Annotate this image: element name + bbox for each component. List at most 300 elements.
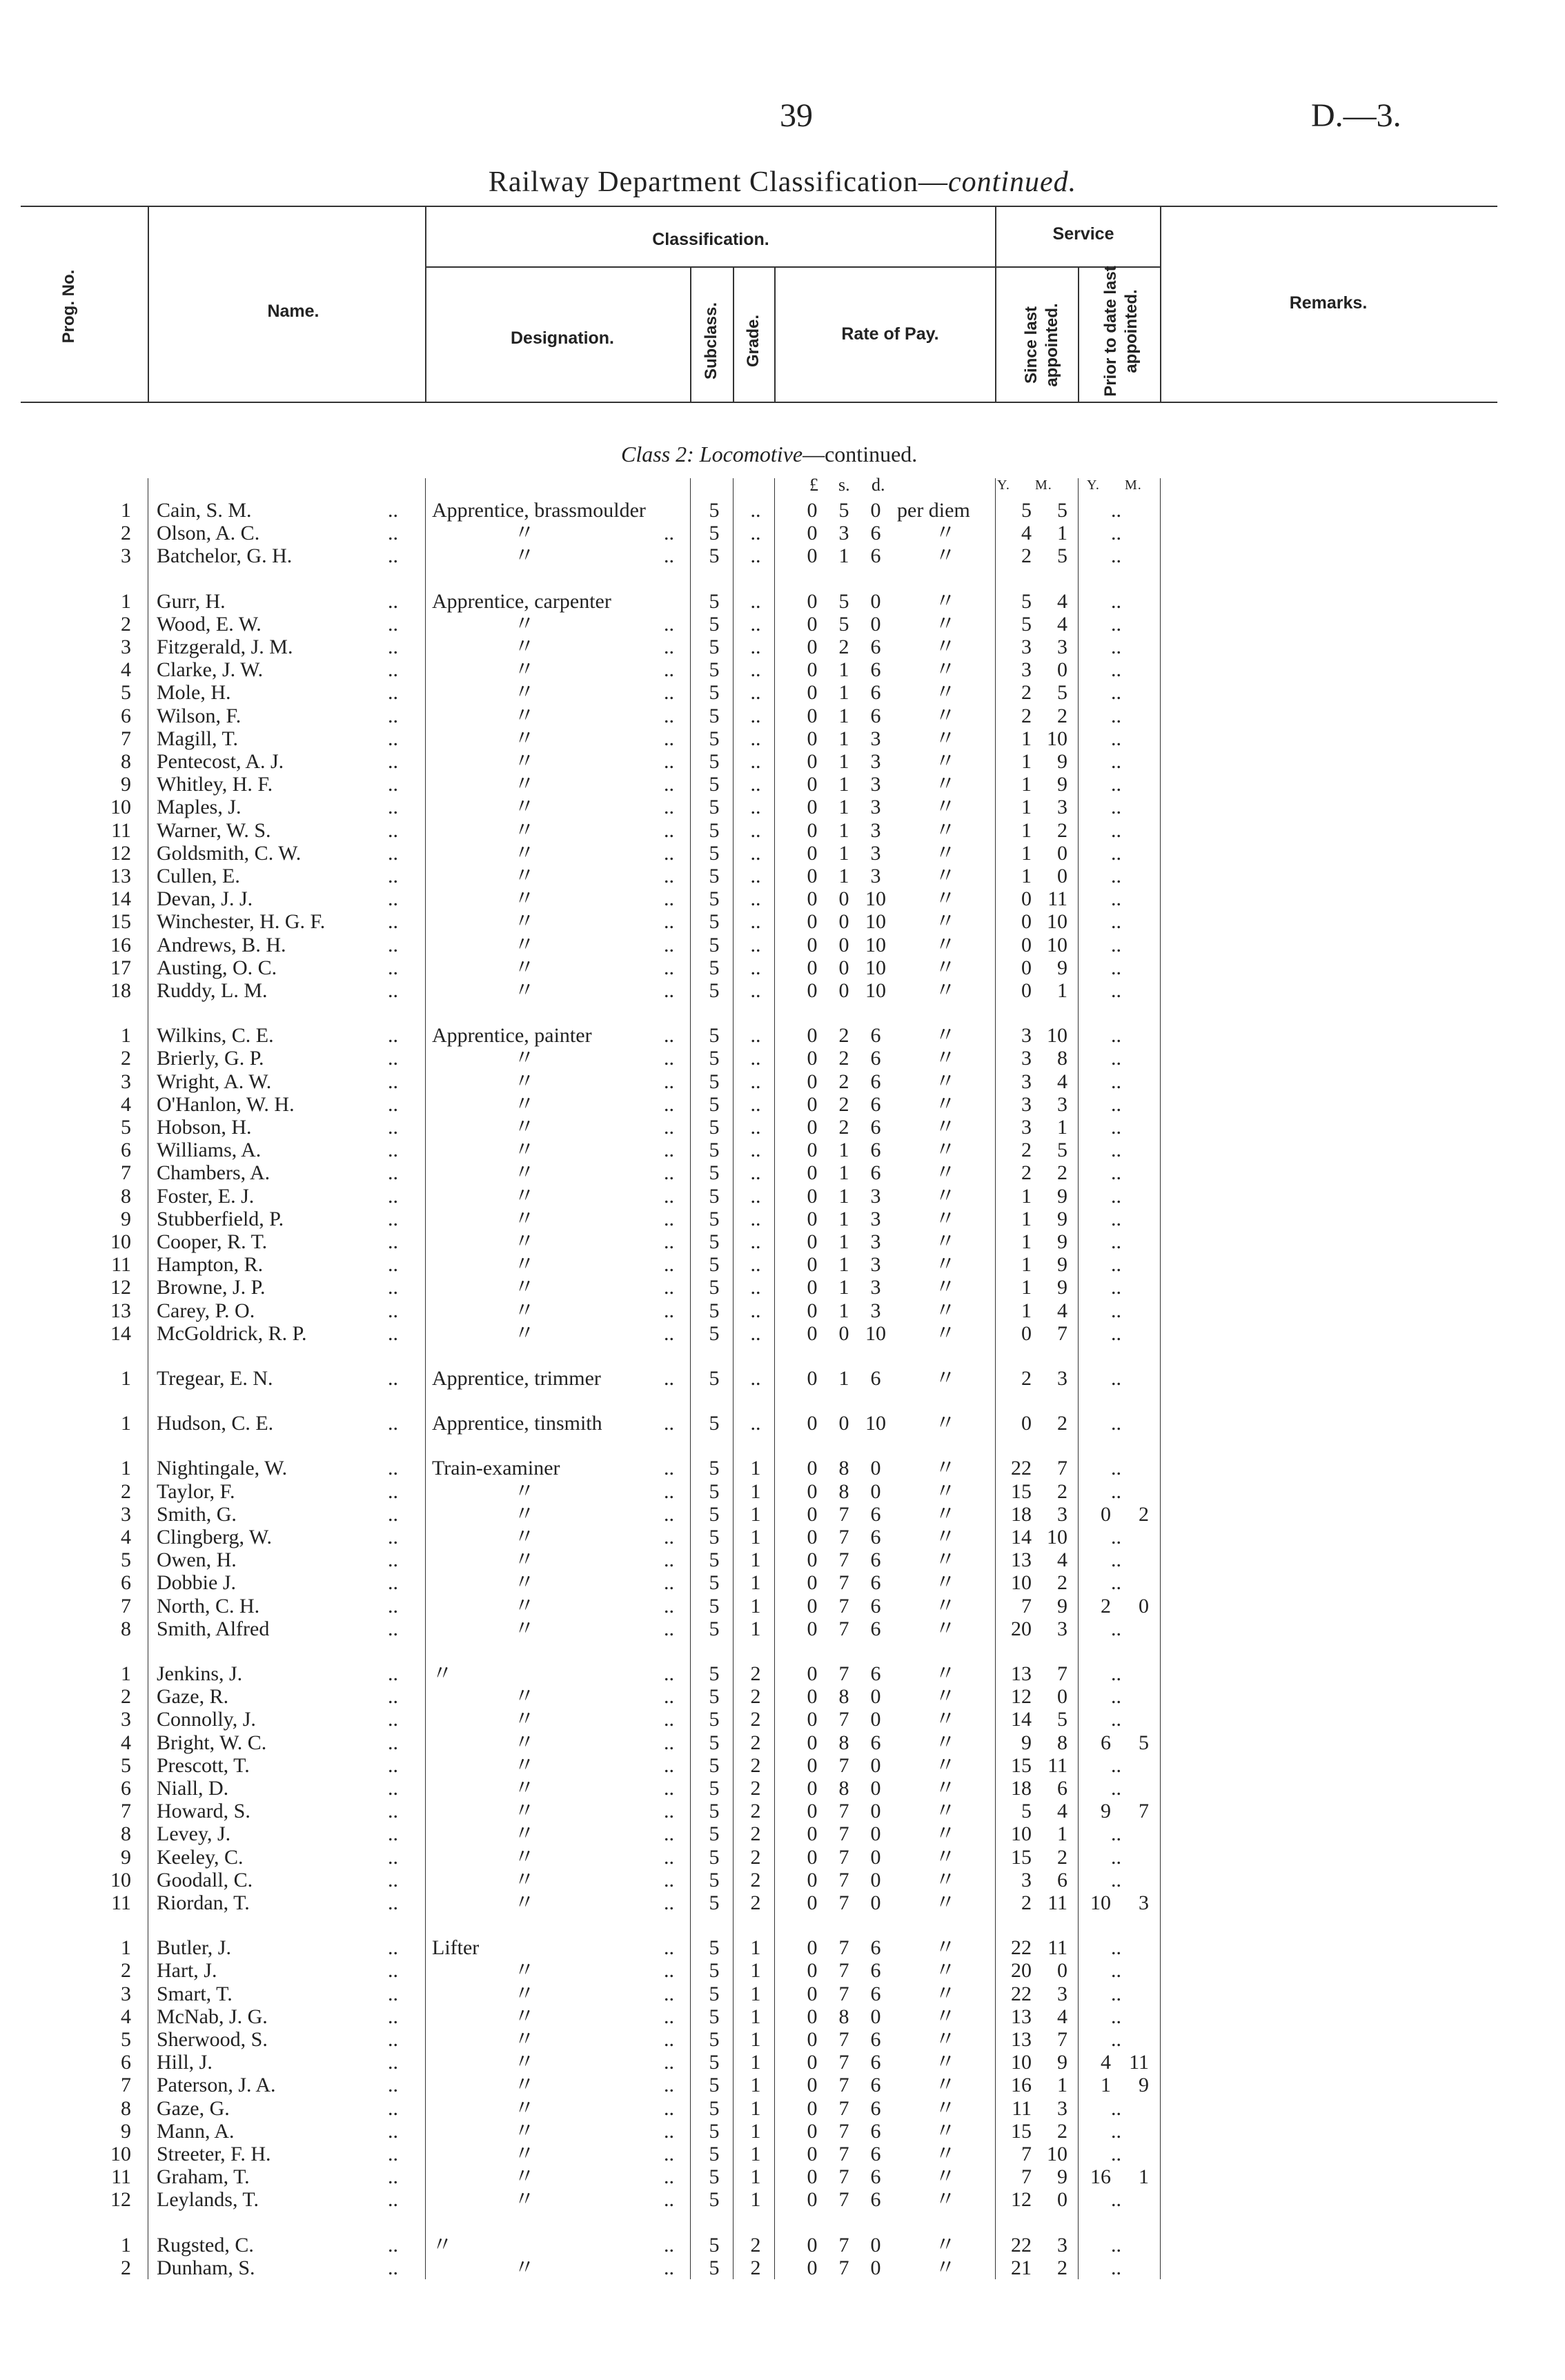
since-years: 9 [1021, 1731, 1032, 1754]
subclass: 5 [709, 544, 720, 568]
rate-pounds: 0 [807, 818, 818, 842]
prog-no: 9 [121, 1845, 131, 1869]
subclass: 5 [709, 2165, 720, 2189]
grade: .. [750, 727, 761, 750]
since-months: 5 [1057, 681, 1067, 705]
since-months: 1 [1057, 1822, 1067, 1846]
header-classification: Classification. [652, 230, 769, 249]
since-months: 3 [1057, 636, 1067, 658]
unit-months-since: M. [1035, 478, 1052, 493]
leader-dots: .. [664, 750, 674, 773]
rate-shillings: 8 [838, 2005, 849, 2028]
subclass: 5 [709, 1982, 720, 2005]
rate-shillings: 7 [838, 1936, 849, 1960]
subclass: 5 [709, 910, 720, 934]
grade: 2 [750, 1731, 761, 1754]
employee-name: Jenkins, J. [157, 1662, 243, 1685]
subclass: 5 [709, 1116, 720, 1139]
prog-no: 1 [121, 1412, 131, 1435]
rate-shillings: 7 [838, 1753, 849, 1777]
rate-unit: 〃 [935, 589, 956, 613]
leader-dots: .. [664, 681, 674, 705]
designation: 〃 [432, 1662, 453, 1685]
rate-unit: 〃 [935, 2005, 956, 2028]
rate-unit: 〃 [935, 704, 956, 727]
rate-pence: 6 [870, 1526, 881, 1548]
rate-shillings: 0 [838, 1321, 849, 1345]
rate-pence: 0 [870, 1800, 881, 1823]
since-years: 2 [1021, 544, 1032, 568]
rate-pounds: 0 [807, 865, 818, 887]
employee-name: Dobbie J. [157, 1571, 236, 1595]
rate-pounds: 0 [807, 522, 818, 545]
subclass: 5 [709, 612, 720, 636]
leader-dots: .. [664, 636, 674, 658]
since-months: 10 [1047, 910, 1067, 934]
employee-name: Hobson, H. [157, 1116, 252, 1139]
rate-pence: 6 [870, 1047, 881, 1070]
rate-shillings: 1 [838, 681, 849, 705]
subclass: 5 [709, 1845, 720, 1869]
leader-dots: .. [388, 1594, 398, 1617]
leader-dots: .. [664, 1708, 674, 1731]
rate-pence: 0 [870, 1822, 881, 1846]
since-months: 9 [1057, 1253, 1067, 1277]
subclass: 5 [709, 865, 720, 887]
ditto-mark: 〃 [514, 1116, 535, 1139]
leader-dots: .. [664, 1367, 674, 1390]
leader-dots: .. [664, 2074, 674, 2097]
leader-dots: .. [388, 1184, 398, 1208]
grade: .. [750, 1047, 761, 1070]
subclass: 5 [709, 1936, 720, 1960]
rate-shillings: 0 [838, 1412, 849, 1435]
rate-pounds: 0 [807, 750, 818, 773]
leader-dots: .. [664, 956, 674, 979]
ditto-mark: 〃 [514, 1161, 535, 1185]
leader-dots: .. [664, 1936, 674, 1960]
leader-dots: .. [388, 522, 398, 545]
prior-dots: .. [1111, 841, 1121, 865]
designation: Apprentice, painter [432, 1024, 592, 1048]
rate-pence: 6 [870, 1594, 881, 1617]
prog-no: 2 [121, 522, 131, 545]
prior-dots: .. [1111, 1845, 1121, 1869]
prior-dots: .. [1111, 1276, 1121, 1299]
rate-pence: 6 [870, 1662, 881, 1685]
leader-dots: .. [388, 750, 398, 773]
since-months: 3 [1057, 1367, 1067, 1390]
rate-shillings: 7 [838, 1868, 849, 1891]
since-years: 5 [1021, 1800, 1032, 1823]
rate-pounds: 0 [807, 1662, 818, 1685]
employee-name: Batchelor, G. H. [157, 544, 293, 568]
subclass: 5 [709, 1070, 720, 1093]
leader-dots: .. [388, 1891, 398, 1914]
subclass: 5 [709, 818, 720, 842]
employee-name: Williams, A. [157, 1139, 262, 1162]
rate-unit: 〃 [935, 544, 956, 568]
prior-dots: .. [1111, 933, 1121, 956]
rate-pounds: 0 [807, 1184, 818, 1208]
rate-shillings: 8 [838, 1479, 849, 1503]
leader-dots: .. [388, 1571, 398, 1595]
prog-no: 7 [121, 1161, 131, 1185]
leader-dots: .. [388, 1367, 398, 1390]
prior-dots: .. [1111, 1822, 1121, 1846]
rate-unit: 〃 [935, 1161, 956, 1185]
rate-unit: 〃 [935, 1800, 956, 1823]
grade: 2 [750, 1685, 761, 1709]
since-months: 4 [1057, 1800, 1067, 1823]
since-months: 10 [1047, 1526, 1067, 1548]
rate-pence: 6 [870, 1139, 881, 1162]
rate-pounds: 0 [807, 1777, 818, 1800]
grade: .. [750, 796, 761, 819]
since-months: 2 [1057, 704, 1067, 727]
rate-pence: 0 [870, 1777, 881, 1800]
grade: .. [750, 933, 761, 956]
ditto-mark: 〃 [514, 1526, 535, 1548]
rate-unit: 〃 [935, 2028, 956, 2051]
employee-name: Prescott, T. [157, 1753, 250, 1777]
rate-pounds: 0 [807, 1161, 818, 1185]
prog-no: 2 [121, 1959, 131, 1983]
rate-unit: 〃 [935, 522, 956, 545]
rate-shillings: 7 [838, 2074, 849, 2097]
unit-years-prior: Y. [1087, 478, 1100, 493]
prior-months: 1 [1139, 2165, 1149, 2189]
prior-dots: .. [1111, 1936, 1121, 1960]
rate-pounds: 0 [807, 2233, 818, 2256]
rate-pence: 3 [870, 727, 881, 750]
leader-dots: .. [388, 544, 398, 568]
page-number: 39 [780, 97, 813, 134]
subclass: 5 [709, 1457, 720, 1480]
rate-pounds: 0 [807, 1116, 818, 1139]
leader-dots: .. [388, 1708, 398, 1731]
prog-no: 8 [121, 750, 131, 773]
employee-name: Austing, O. C. [157, 956, 277, 979]
leader-dots: .. [388, 1685, 398, 1709]
ditto-mark: 〃 [514, 2005, 535, 2028]
rate-unit: 〃 [935, 612, 956, 636]
rate-pence: 6 [870, 681, 881, 705]
employee-name: Owen, H. [157, 1548, 237, 1572]
subclass: 5 [709, 1230, 720, 1253]
rate-pounds: 0 [807, 1845, 818, 1869]
rate-pence: 6 [870, 1367, 881, 1390]
rate-pounds: 0 [807, 1276, 818, 1299]
prog-no: 4 [121, 2005, 131, 2028]
since-years: 16 [1011, 2074, 1032, 2097]
employee-name: Brierly, G. P. [157, 1047, 264, 1070]
subclass: 5 [709, 1207, 720, 1230]
rate-pounds: 0 [807, 1959, 818, 1983]
grade: 2 [750, 1891, 761, 1914]
rate-pounds: 0 [807, 1412, 818, 1435]
rate-unit: 〃 [935, 681, 956, 705]
rate-unit: 〃 [935, 933, 956, 956]
ditto-mark: 〃 [514, 1502, 535, 1526]
grade: 1 [750, 2165, 761, 2189]
prog-no: 15 [110, 910, 131, 934]
prior-dots: .. [1111, 1047, 1121, 1070]
since-months: 8 [1057, 1047, 1067, 1070]
rate-unit: 〃 [935, 887, 956, 911]
rate-pence: 0 [870, 2233, 881, 2256]
since-months: 3 [1057, 1617, 1067, 1640]
prog-no: 18 [110, 979, 131, 1002]
leader-dots: .. [388, 1253, 398, 1277]
leader-dots: .. [664, 2051, 674, 2074]
column-rule [774, 478, 775, 2279]
rate-shillings: 1 [838, 818, 849, 842]
rate-shillings: 7 [838, 2051, 849, 2074]
prior-dots: .. [1111, 1548, 1121, 1572]
since-years: 2 [1021, 704, 1032, 727]
ditto-mark: 〃 [514, 773, 535, 796]
column-rule [995, 478, 996, 2279]
ditto-mark: 〃 [514, 544, 535, 568]
rate-pence: 6 [870, 1502, 881, 1526]
rate-shillings: 8 [838, 1777, 849, 1800]
rate-shillings: 1 [838, 1207, 849, 1230]
rate-pounds: 0 [807, 773, 818, 796]
rate-pence: 3 [870, 773, 881, 796]
rate-pence: 10 [865, 910, 886, 934]
leader-dots: .. [664, 1891, 674, 1914]
since-months: 3 [1057, 2096, 1067, 2120]
rate-pence: 6 [870, 1070, 881, 1093]
employee-name: Cain, S. M. [157, 499, 252, 522]
leader-dots: .. [664, 1092, 674, 1116]
rate-unit: 〃 [935, 1367, 956, 1390]
leader-dots: .. [664, 2233, 674, 2256]
grade: .. [750, 1024, 761, 1048]
subclass: 5 [709, 2188, 720, 2212]
grade: 1 [750, 2005, 761, 2028]
leader-dots: .. [388, 727, 398, 750]
rate-shillings: 1 [838, 796, 849, 819]
grade: .. [750, 589, 761, 613]
subclass: 5 [709, 1502, 720, 1526]
rate-pounds: 0 [807, 1479, 818, 1503]
rate-pence: 0 [870, 589, 881, 613]
subclass: 5 [709, 681, 720, 705]
rate-unit: 〃 [935, 2051, 956, 2074]
since-months: 4 [1057, 612, 1067, 636]
grade: .. [750, 1207, 761, 1230]
prog-no: 2 [121, 612, 131, 636]
rate-pounds: 0 [807, 1868, 818, 1891]
prog-no: 14 [110, 887, 131, 911]
leader-dots: .. [664, 1845, 674, 1869]
prior-dots: .. [1111, 499, 1121, 522]
rate-shillings: 7 [838, 1526, 849, 1548]
subclass: 5 [709, 1571, 720, 1595]
rate-pounds: 0 [807, 1731, 818, 1754]
rate-unit: 〃 [935, 1571, 956, 1595]
grade: .. [750, 1412, 761, 1435]
ditto-mark: 〃 [514, 1777, 535, 1800]
rate-unit: 〃 [935, 1276, 956, 1299]
header-prior-to-date: Prior to date last appointed. [1101, 266, 1141, 397]
employee-name: Sherwood, S. [157, 2028, 268, 2051]
ditto-mark: 〃 [514, 887, 535, 911]
since-years: 22 [1011, 1457, 1032, 1480]
rate-unit: 〃 [935, 956, 956, 979]
leader-dots: .. [664, 1299, 674, 1322]
header-rate-of-pay: Rate of Pay. [841, 324, 939, 344]
since-months: 6 [1057, 1868, 1067, 1891]
grade: .. [750, 841, 761, 865]
grade: .. [750, 979, 761, 1002]
rate-pounds: 0 [807, 2188, 818, 2212]
leader-dots: .. [664, 2188, 674, 2212]
since-years: 1 [1021, 1299, 1032, 1322]
grade: 1 [750, 1594, 761, 1617]
ditto-mark: 〃 [514, 1207, 535, 1230]
ditto-mark: 〃 [514, 1184, 535, 1208]
rate-pence: 10 [865, 1412, 886, 1435]
ditto-mark: 〃 [514, 1479, 535, 1503]
subclass: 5 [709, 2143, 720, 2165]
since-months: 0 [1057, 865, 1067, 887]
ditto-mark: 〃 [514, 2143, 535, 2165]
rate-pounds: 0 [807, 2028, 818, 2051]
rate-pence: 0 [870, 499, 881, 522]
designation: Apprentice, carpenter [432, 589, 611, 613]
subclass: 5 [709, 499, 720, 522]
rate-pounds: 0 [807, 1367, 818, 1390]
rate-shillings: 0 [838, 979, 849, 1002]
designation: Lifter [432, 1936, 480, 1960]
subclass: 5 [709, 796, 720, 819]
employee-name: Butler, J. [157, 1936, 231, 1960]
ditto-mark: 〃 [514, 796, 535, 819]
prior-months: 5 [1139, 1731, 1149, 1754]
rate-shillings: 1 [838, 1253, 849, 1277]
since-months: 0 [1057, 1685, 1067, 1709]
prior-dots: .. [1111, 2005, 1121, 2028]
employee-name: Wright, A. W. [157, 1070, 272, 1093]
leader-dots: .. [664, 1777, 674, 1800]
prog-no: 8 [121, 1184, 131, 1208]
rate-unit: 〃 [935, 1822, 956, 1846]
rate-unit: 〃 [935, 796, 956, 819]
leader-dots: .. [664, 865, 674, 887]
prog-no: 16 [110, 933, 131, 956]
rate-pence: 6 [870, 636, 881, 658]
leader-dots: .. [388, 2165, 398, 2189]
since-years: 3 [1021, 636, 1032, 658]
subclass: 5 [709, 589, 720, 613]
rate-pence: 6 [870, 2143, 881, 2165]
prior-years: 4 [1101, 2051, 1111, 2074]
ditto-mark: 〃 [514, 658, 535, 682]
prog-no: 9 [121, 2119, 131, 2143]
grade: 1 [750, 1982, 761, 2005]
ditto-mark: 〃 [514, 1299, 535, 1322]
since-years: 14 [1011, 1526, 1032, 1548]
subclass: 5 [709, 1092, 720, 1116]
prior-dots: .. [1111, 773, 1121, 796]
leader-dots: .. [664, 796, 674, 819]
prog-no: 1 [121, 1367, 131, 1390]
prior-dots: .. [1111, 1161, 1121, 1185]
header-subclass: Subclass. [702, 302, 720, 380]
rate-unit: 〃 [935, 2188, 956, 2212]
rate-pence: 3 [870, 1276, 881, 1299]
rate-pounds: 0 [807, 1822, 818, 1846]
subclass: 5 [709, 979, 720, 1002]
prog-no: 7 [121, 2074, 131, 2097]
prior-dots: .. [1111, 1571, 1121, 1595]
since-months: 11 [1047, 1891, 1067, 1914]
ditto-mark: 〃 [514, 1868, 535, 1891]
rate-unit: 〃 [935, 1207, 956, 1230]
grade: 1 [750, 2143, 761, 2165]
ditto-mark: 〃 [514, 1959, 535, 1983]
rate-shillings: 7 [838, 1800, 849, 1823]
rate-pounds: 0 [807, 2256, 818, 2279]
grade: .. [750, 910, 761, 934]
rate-shillings: 2 [838, 1047, 849, 1070]
leader-dots: .. [388, 2119, 398, 2143]
leader-dots: .. [664, 1321, 674, 1345]
subclass: 5 [709, 2233, 720, 2256]
subclass: 5 [709, 887, 720, 911]
rate-unit: 〃 [935, 1116, 956, 1139]
prog-no: 6 [121, 704, 131, 727]
leader-dots: .. [388, 2074, 398, 2097]
leader-dots: .. [388, 910, 398, 934]
employee-name: O'Hanlon, W. H. [157, 1092, 295, 1116]
prog-no: 3 [121, 1502, 131, 1526]
since-years: 15 [1011, 2119, 1032, 2143]
prior-dots: .. [1111, 1207, 1121, 1230]
rate-shillings: 2 [838, 1092, 849, 1116]
grade: 2 [750, 1662, 761, 1685]
leader-dots: .. [664, 2143, 674, 2165]
employee-name: Wilkins, C. E. [157, 1024, 274, 1048]
since-years: 0 [1021, 933, 1032, 956]
ditto-mark: 〃 [514, 522, 535, 545]
since-months: 0 [1057, 1959, 1067, 1983]
rate-pence: 6 [870, 2051, 881, 2074]
since-years: 5 [1021, 499, 1032, 522]
leader-dots: .. [664, 1982, 674, 2005]
rate-shillings: 7 [838, 1571, 849, 1595]
prior-dots: .. [1111, 1299, 1121, 1322]
rate-pence: 0 [870, 1685, 881, 1709]
rate-unit: 〃 [935, 1594, 956, 1617]
since-months: 4 [1057, 1299, 1067, 1322]
rate-pence: 6 [870, 1161, 881, 1185]
rate-unit: 〃 [935, 2143, 956, 2165]
employee-name: Paterson, J. A. [157, 2074, 276, 2097]
leader-dots: .. [664, 1412, 674, 1435]
rate-shillings: 1 [838, 727, 849, 750]
employee-name: Whitley, H. F. [157, 773, 273, 796]
rate-pounds: 0 [807, 1502, 818, 1526]
since-months: 2 [1057, 1571, 1067, 1595]
subclass: 5 [709, 1685, 720, 1709]
since-years: 1 [1021, 1253, 1032, 1277]
leader-dots: .. [388, 1457, 398, 1480]
since-years: 1 [1021, 1184, 1032, 1208]
